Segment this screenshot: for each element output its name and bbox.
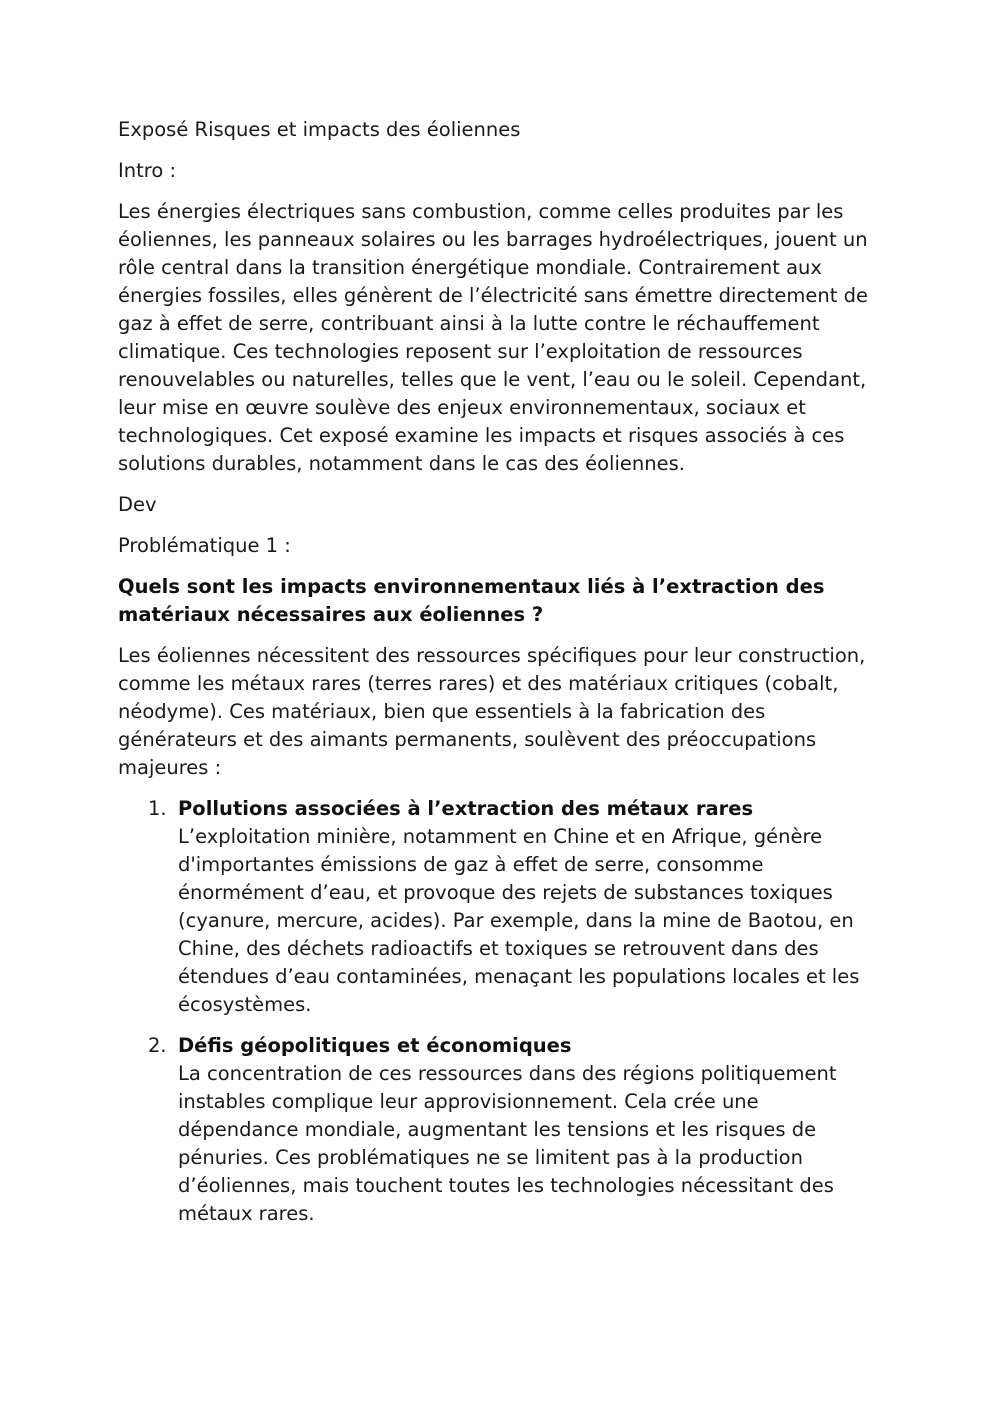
problematique-question: Quels sont les impacts environnementaux liés à l’extraction des matériaux nécessaires aux éoliennes ? [118,575,825,626]
document-page [118,116,878,1241]
problematique-paragraph: Les éoliennes nécessitent des ressources spécifiques pour leur construction, comme les métaux rares (terres rares) et des matériaux critiques (cobalt, néodyme). Ces matériaux, bien que essentiels à la fabrication des générateurs et des aimants permanents, soulèvent des préoccupations majeures : [118,644,866,779]
list-item-body: L’exploitation minière, notamment en Chine et en Afrique, génère d'importantes émissions de gaz à effet de serre, consomme énormément d’eau, et provoque des rejets de substances toxiques (cyanure, mercure, acides). Par exemple, dans la mine de Baotou, en Chine, des déchets radioactifs et toxiques se retrouvent dans des étendues d’eau contaminées, menaçant les populations locales et les écosystèmes. [178,825,860,1016]
list-item-title: Défis géopolitiques et économiques [178,1034,572,1057]
numbered-list [118,795,878,1228]
list-item [118,795,878,1019]
intro-label: Intro : [118,159,177,182]
list-item-title: Pollutions associées à l’extraction des métaux rares [178,797,754,820]
problematique-label: Problématique 1 : [118,534,291,557]
document-title: Exposé Risques et impacts des éoliennes [118,118,521,141]
list-item-body: La concentration de ces ressources dans des régions politiquement instables complique leur approvisionnement. Cela crée une dépendance mondiale, augmentant les tensions et les risques de pénuries. Ces problématiques ne se limitent pas à la production d’éoliennes, mais touchent toutes les technologies nécessitant des métaux rares. [178,1062,837,1225]
dev-label: Dev [118,493,157,516]
intro-paragraph: Les énergies électriques sans combustion, comme celles produites par les éoliennes, les panneaux solaires ou les barrages hydroélectriques, jouent un rôle central dans la transition énergétique mondiale. Contrairement aux énergies fossiles, elles génèrent de l’électricité sans émettre directement de gaz à effet de serre, contribuant ainsi à la lutte contre le réchauffement climatique. Ces technologies reposent sur l’exploitation de ressources renouvelables ou naturelles, telles que le vent, l’eau ou le soleil. Cependant, leur mise en œuvre soulève des enjeux environnementaux, sociaux et technologiques. Cet exposé examine les impacts et risques associés à ces solutions durables, notamment dans le cas des éoliennes. [118,200,868,475]
list-item-number: 1. [148,797,167,820]
list-item [118,1032,878,1228]
list-item-number: 2. [148,1034,167,1057]
